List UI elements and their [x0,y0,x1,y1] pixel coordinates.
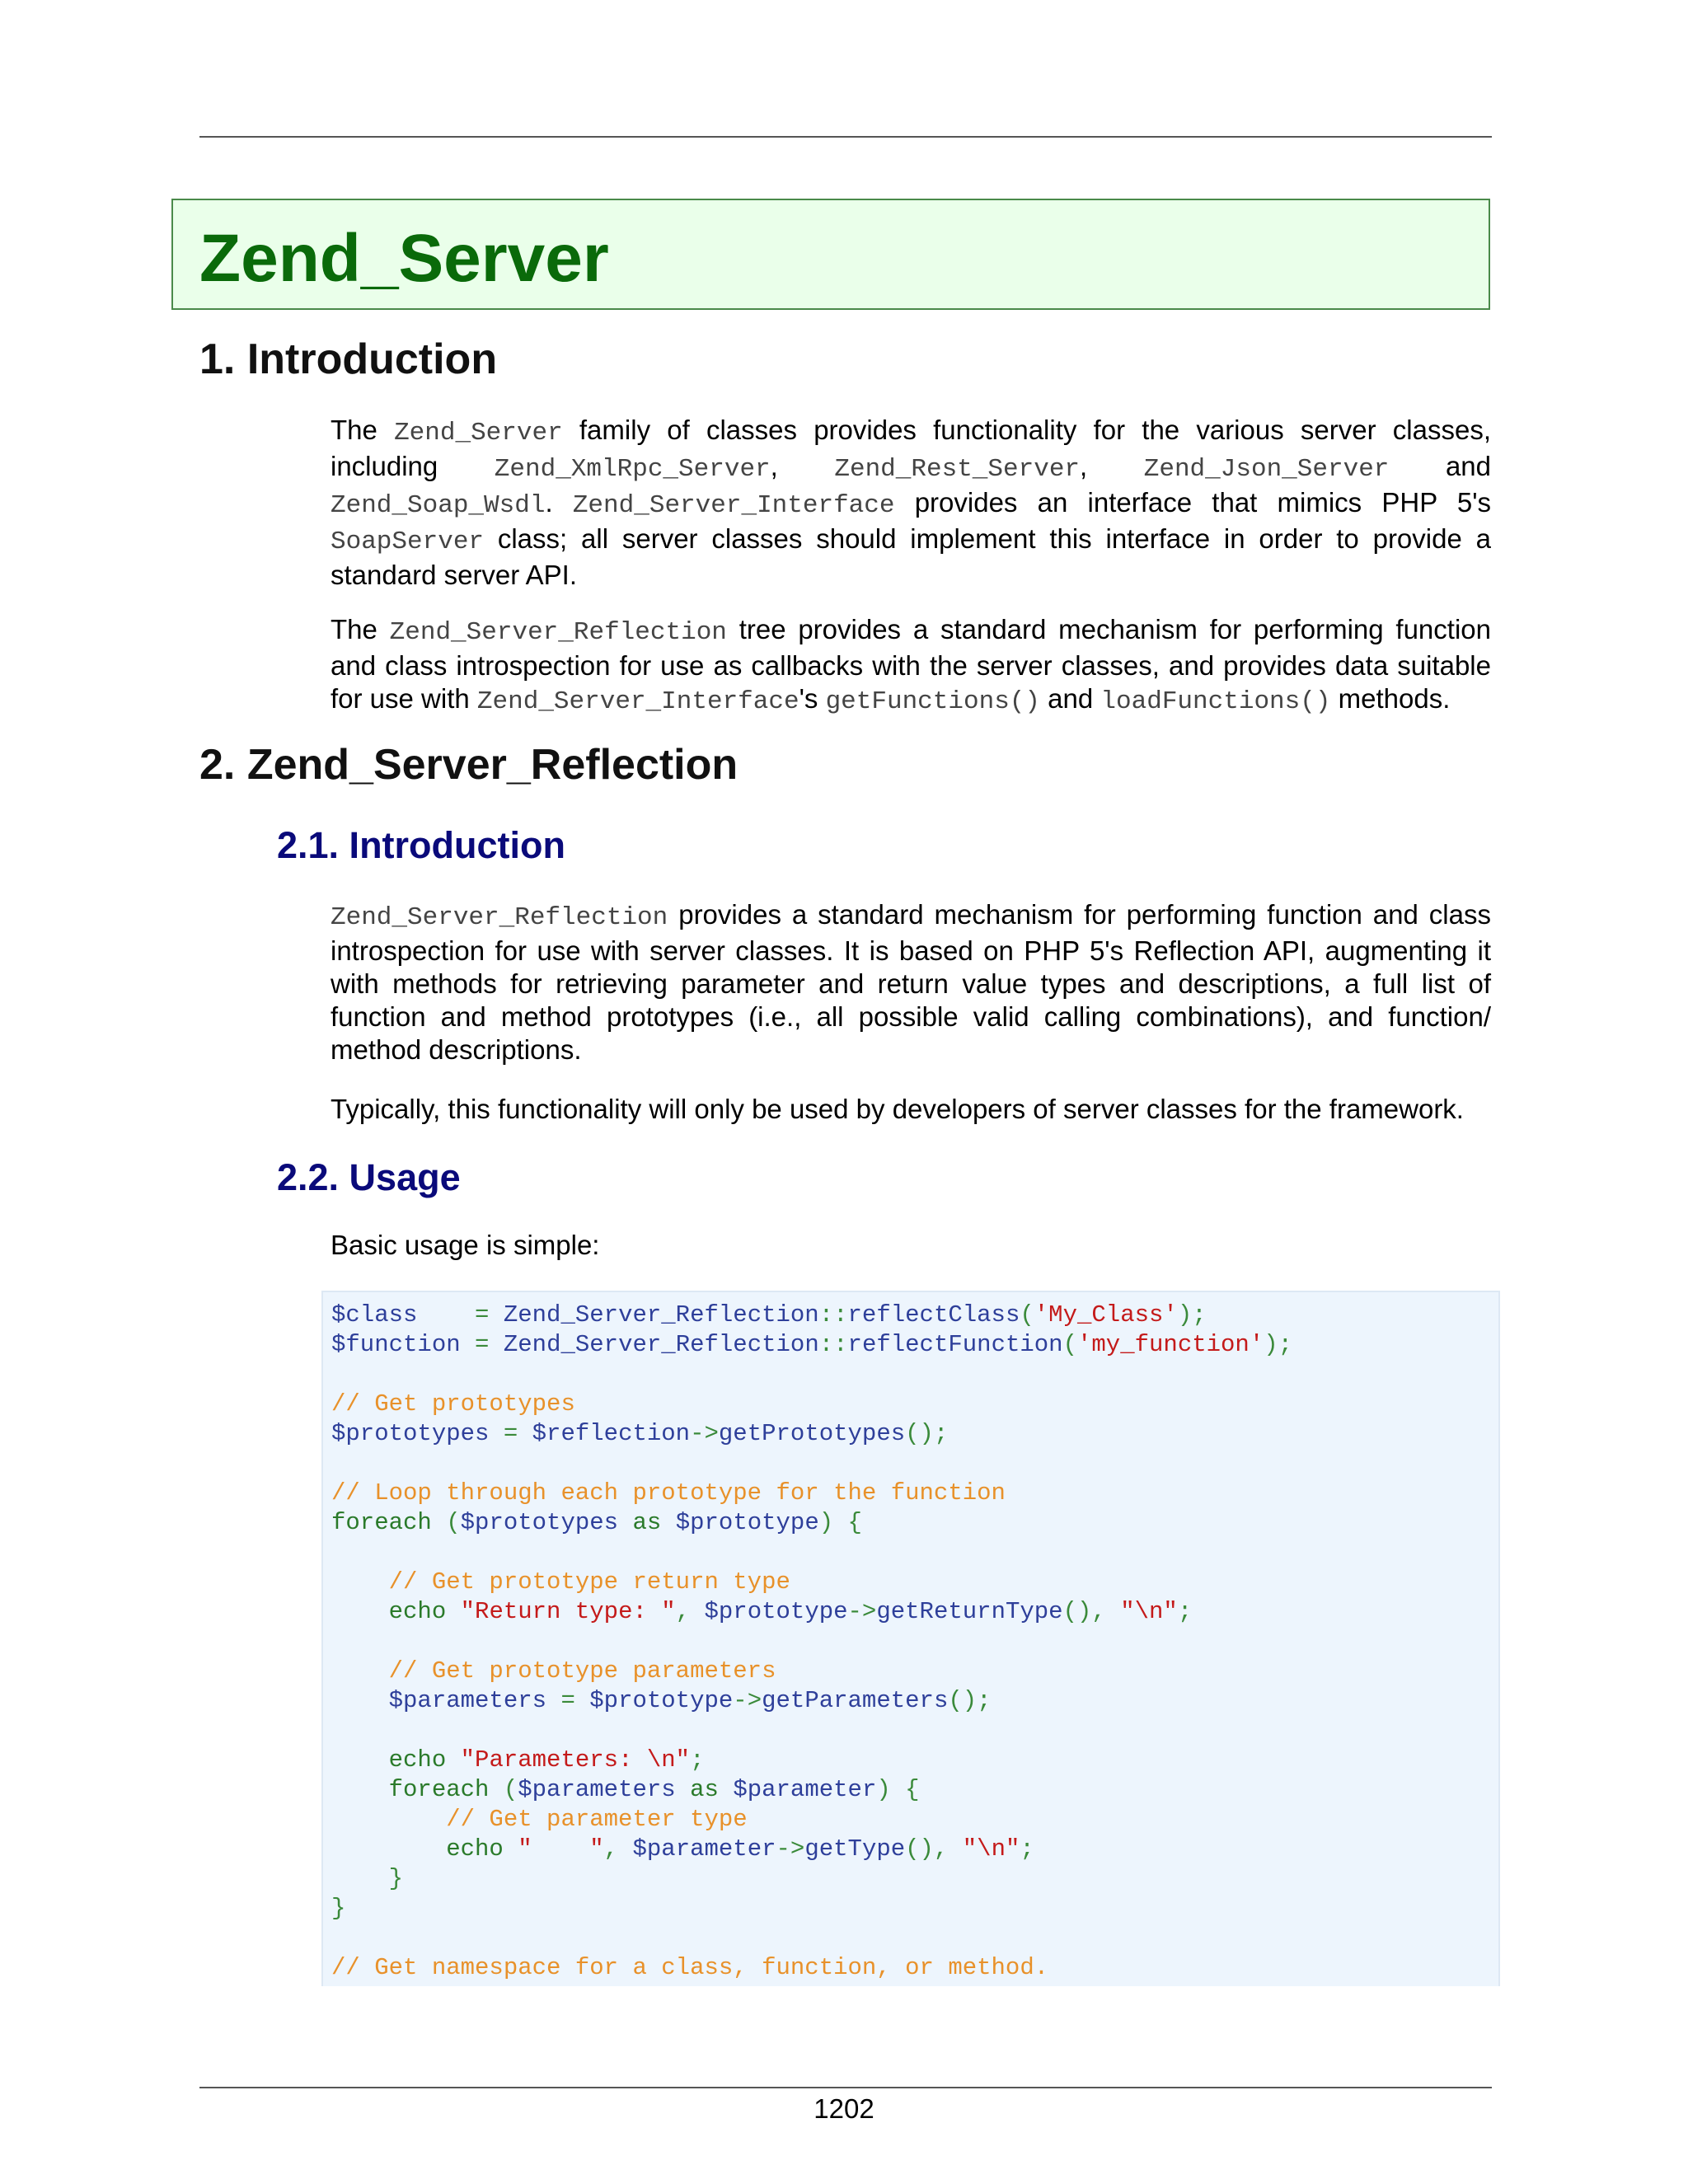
code-block [321,1291,1500,1986]
code-token: "Return type: " [460,1598,676,1625]
code-token: ; [1020,1835,1034,1863]
method-name: loadFunctions() [1100,687,1331,716]
code-token: = [489,1420,532,1447]
code-token: (), [1062,1598,1121,1625]
code-token: 'My_Class' [1034,1301,1178,1329]
text: methods. [1330,683,1451,714]
text: . [545,487,573,518]
code-line [331,1479,1006,1507]
code-token: getReturnType [876,1598,1063,1625]
code-line [331,1746,705,1774]
code-token: ) { [818,1509,862,1536]
code-token: reflectFunction [847,1331,1063,1358]
code-token: -> [690,1420,719,1447]
code-line [331,1509,862,1536]
code-token: ) { [876,1776,920,1803]
code-token: = [546,1687,590,1714]
code-token: $prototype [675,1509,819,1536]
page-number: 1202 [814,2093,874,2124]
intro-paragraph-1 [331,414,1491,592]
code-line [331,1390,575,1418]
code-line [331,1835,1034,1863]
code-token: echo [331,1598,461,1625]
code-line [331,1420,948,1447]
code-line [331,1806,748,1833]
text: provides a standard mechanism for performing function and class introspection for use with server classes. It is based on PHP 5's Reflection API, augmenting it with methods for retrieving parameter and return value types and descriptions, a full list of function and method prototypes (i.e., all possible valid calling combinations), and function/ method descriptions. [331,899,1491,1065]
code-token: $parameters [331,1687,547,1714]
usage-lead: Basic usage is simple: [331,1230,600,1260]
code-token: $reflection [532,1420,691,1447]
code-token: (), [905,1835,963,1863]
code-token: :: [818,1301,848,1329]
code-token: $class [331,1301,418,1329]
code-line [331,1954,1048,1981]
chapter-title-box [171,199,1490,310]
code-token: "Parameters: \n" [460,1746,691,1774]
class-name: Zend_Server_Interface [572,491,895,520]
code-token: $parameter [632,1835,776,1863]
text: and [1389,451,1492,481]
text: , [1080,451,1144,481]
class-name: SoapServer [331,527,485,556]
code-token: Zend_Server_Reflection [503,1331,819,1358]
code-line [331,1301,1207,1329]
code-token: // Get prototypes [331,1390,575,1418]
code-token: ( [431,1509,461,1536]
class-name: Zend_Json_Server [1143,455,1390,484]
reflection-usage-note: Typically, this functionality will only be used by developers of server classes for the framework. [331,1094,1464,1124]
code-line [331,1776,920,1803]
code-token: :: [818,1331,848,1358]
code-token: Zend_Server_Reflection [503,1301,819,1329]
code-token: // Get parameter type [331,1806,748,1833]
code-line [331,1687,992,1714]
code-token: reflectClass [847,1301,1020,1329]
text: family of classes provides functionality for the various server classes, including [331,415,1491,481]
code-token: -> [847,1598,877,1625]
code-token: (); [905,1420,949,1447]
code-token: getPrototypes [718,1420,906,1447]
code-token: ( [1020,1301,1034,1329]
class-name: Zend_Server [394,419,563,448]
class-name: Zend_Server_Reflection [389,618,727,647]
code-token: // Loop through each prototype for the function [331,1479,1006,1507]
code-token: } [331,1865,404,1892]
code-line [331,1568,790,1596]
code-token: as [675,1776,734,1803]
footer-rule [199,2087,1492,2088]
code-token: } [331,1895,346,1922]
code-token: = [460,1331,504,1358]
text: , [770,451,835,481]
code-line [331,1657,776,1685]
code-token: $prototype [589,1687,734,1714]
code-token: // Get prototype return type [331,1568,790,1596]
method-name: getFunctions() [825,687,1041,716]
code-line [331,1598,1192,1625]
code-token: -> [776,1835,805,1863]
text: class; all server classes should implement this interface in order to provide a standard server API. [331,523,1491,590]
reflection-intro-paragraph [331,898,1491,1066]
subsection-heading-usage: 2.2. Usage [277,1156,461,1198]
code-token: $parameter [733,1776,877,1803]
section-heading-reflection: 2. Zend_Server_Reflection [199,741,738,789]
code-line [331,1331,1292,1358]
code-token: $prototypes [331,1420,490,1447]
class-name: Zend_Rest_Server [834,455,1081,484]
code-token: as [618,1509,676,1536]
header-rule [199,136,1492,138]
code-token: "\n" [1120,1598,1178,1625]
code-token: ); [1264,1331,1293,1358]
code-token: $function [331,1331,461,1358]
text: tree provides a standard mechanism for performing function and class introspection for use as callbacks with the server classes, and provides data suitable for use with [331,614,1491,714]
text: The [331,415,395,445]
code-token: // Get namespace for a class, function, or method. [331,1954,1049,1981]
section-heading-introduction: 1. Introduction [199,335,498,383]
code-token: foreach [331,1776,490,1803]
code-token: $parameters [518,1776,676,1803]
class-name: Zend_Server_Reflection [331,903,668,932]
code-listing [331,1301,1292,1983]
intro-paragraph-2 [331,613,1491,719]
text: 's [799,683,826,714]
code-token: " " [518,1835,604,1863]
text: and [1040,683,1101,714]
code-token: , [603,1835,633,1863]
class-name: Zend_XmlRpc_Server [494,455,771,484]
code-token: getType [804,1835,906,1863]
code-token: // Get prototype parameters [331,1657,776,1685]
code-token: echo [331,1835,518,1863]
code-token: $prototypes [460,1509,619,1536]
code-token: -> [733,1687,762,1714]
code-token: = [417,1301,504,1329]
text: provides an interface that mimics PHP 5's [894,487,1491,518]
code-token: getParameters [762,1687,949,1714]
subsection-heading-introduction: 2.1. Introduction [277,824,566,866]
chapter-title: Zend_Server [199,221,609,296]
code-token: echo [331,1746,461,1774]
code-token: ( [1062,1331,1077,1358]
code-token: foreach [331,1509,432,1536]
code-token: ; [690,1746,705,1774]
code-token: (); [948,1687,992,1714]
class-name: Zend_Soap_Wsdl [331,491,546,520]
code-token: "\n" [962,1835,1020,1863]
code-token: ( [489,1776,518,1803]
code-token: $prototype [704,1598,848,1625]
class-name: Zend_Server_Interface [476,687,799,716]
code-line [331,1865,403,1892]
code-token: , [675,1598,705,1625]
code-line [331,1895,345,1922]
text: The [331,614,390,644]
code-token: ); [1177,1301,1207,1329]
code-token: 'my_function' [1077,1331,1264,1358]
code-token: ; [1177,1598,1193,1625]
